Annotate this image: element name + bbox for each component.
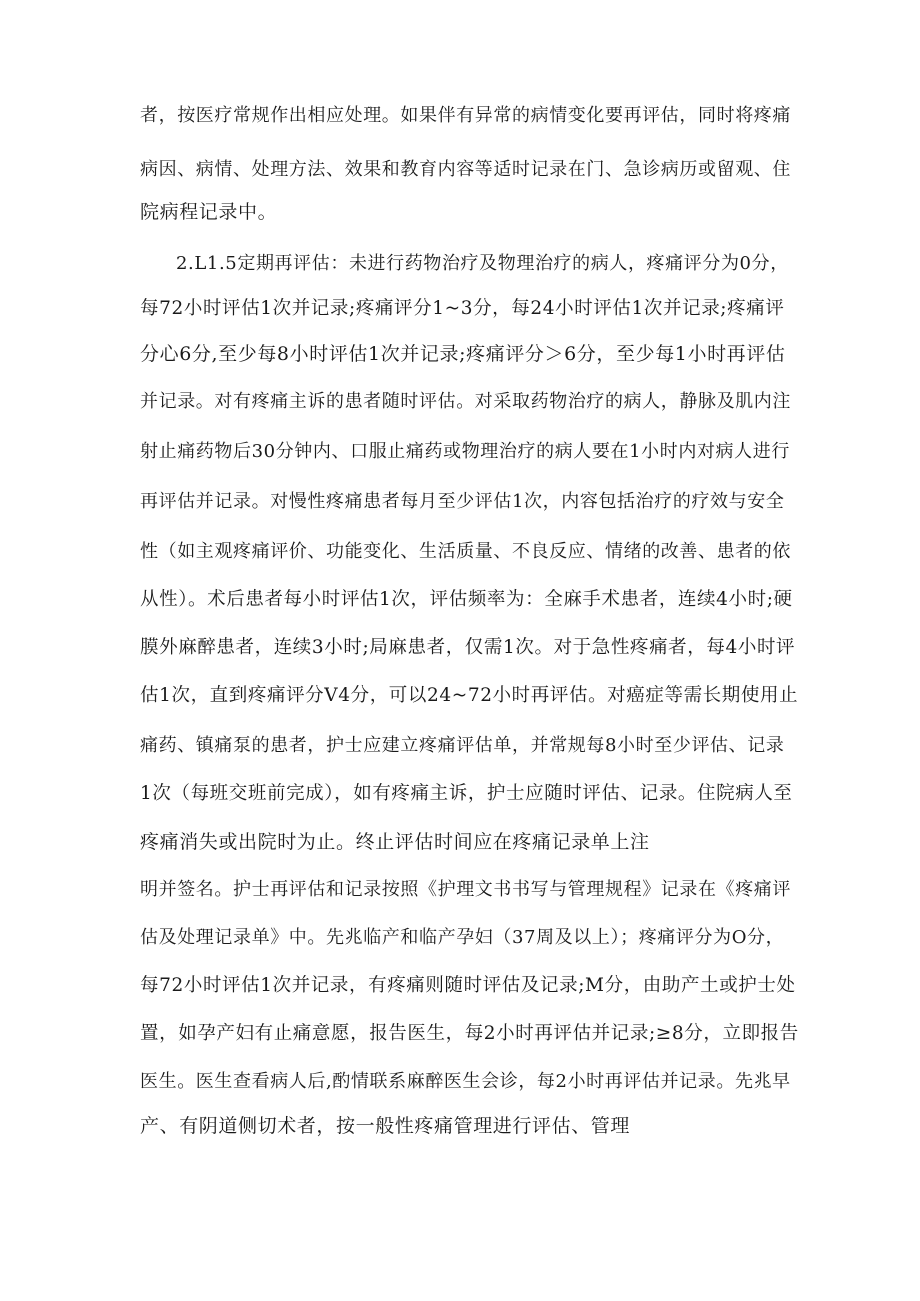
- text-line: 每72小时评估1次并记录;疼痛评分1~3分，每24小时评估1次并记录;疼痛评: [140, 298, 785, 319]
- text-line: 每72小时评估1次并记录，有疼痛则随时评估及记录;M分，由助产土或护士处: [140, 975, 796, 996]
- text-line: 并记录。对有疼痛主诉的患者随时评估。对采取药物治疗的病人，静脉及肌内注: [140, 391, 791, 412]
- text-line: 明并签名。护士再评估和记录按照《护理文书书写与管理规程》记录在《疼痛评: [140, 879, 791, 900]
- text-line: 1次（每班交班前完成），如有疼痛主诉，护士应随时评估、记录。住院病人至: [140, 783, 793, 804]
- text-line: 院病程记录中。: [140, 201, 278, 223]
- text-line: 疼痛消失或出院时为止。终止评估时间应在疼痛记录单上注: [140, 831, 650, 853]
- text-line: 分心6分,至少每8小时评估1次并记录;疼痛评分＞6分，至少每1小时再评估: [140, 343, 786, 365]
- text-line: 者，按医疗常规作出相应处理。如果伴有异常的病情变化要再评估，同时将疼痛: [140, 105, 791, 126]
- text-line: 性（如主观疼痛评价、功能变化、生活质量、不良反应、情绪的改善、患者的依: [140, 541, 791, 562]
- text-line: 产、有阴道侧切术者，按一般性疼痛管理进行评估、管理: [140, 1115, 631, 1137]
- paragraph-start-line: 2.L1.5定期再评估：未进行药物治疗及物理治疗的病人，疼痛评分为0分，: [176, 253, 789, 274]
- text-line: 估及处理记录单》中。先兆临产和临产孕妇（37周及以上）；疼痛评分为O分，: [140, 927, 785, 948]
- text-line: 医生。医生查看病人后,酌情联系麻醉医生会诊，每2小时再评估并记录。先兆早: [140, 1071, 791, 1092]
- text-line: 估1次，直到疼痛评分V4分，可以24~72小时再评估。对癌症等需长期使用止: [140, 685, 799, 706]
- text-line: 病因、病情、处理方法、效果和教育内容等适时记录在门、急诊病历或留观、住: [140, 159, 791, 180]
- text-line: 痛药、镇痛泵的患者，护士应建立疼痛评估单，并常规每8小时至少评估、记录: [140, 735, 785, 756]
- text-line: 再评估并记录。对慢性疼痛患者每月至少评估1次，内容包括治疗的疗效与安全: [140, 491, 785, 512]
- text-line: 射止痛药物后30分钟内、口服止痛药或物理治疗的病人要在1小时内对病人进行: [140, 441, 790, 462]
- text-line: 置，如孕产妇有止痛意愿，报告医生，每2小时再评估并记录;≥8分，立即报告: [140, 1023, 799, 1044]
- text-line: 从性）。术后患者每小时评估1次，评估频率为：全麻手术患者，连续4小时;硬: [140, 589, 793, 610]
- text-line: 膜外麻醉患者，连续3小时;局麻患者，仅需1次。对于急性疼痛者，每4小时评: [140, 637, 796, 658]
